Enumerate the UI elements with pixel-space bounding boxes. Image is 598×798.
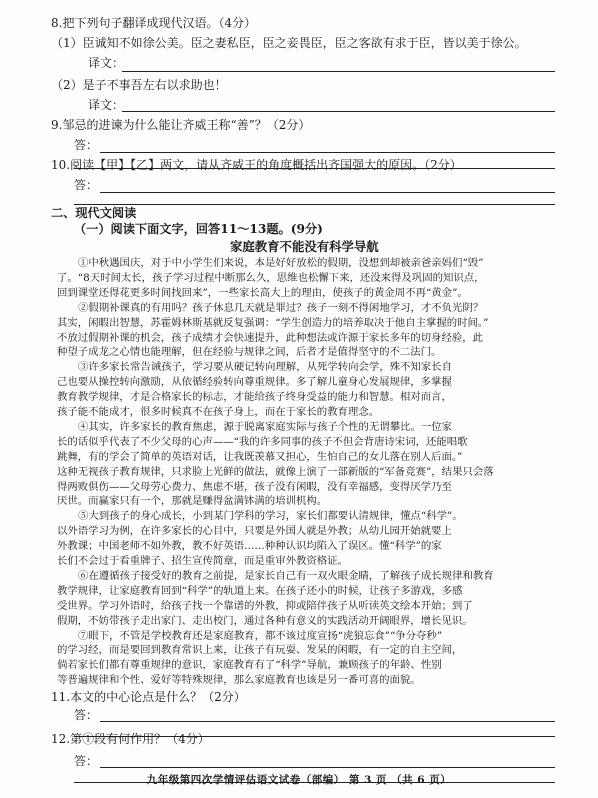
answer-line[interactable] [100, 152, 555, 153]
paragraph-1: ①中秋遇国庆，对于中小学生们来说，本是好好放松的假期，没想到却被亲爸亲妈们“毁” 了。“8天时间太长，孩子学习过程中断那么久，思维也松懈下来，还没来得及巩固的知识点， 回到课堂还得花更多时间找回来”，一些家长高大上的理由，使孩子的黄金周不再“黄金”。 [57, 257, 485, 299]
paragraph-3: ③许多家长常告诫孩子，学习要从硬记转向理解，从死学转向会学，殊不知家长自 己也要从操控转向激励，从依循经验转向尊重规律。多了解儿童身心发展规律，多掌握 教育教学规律，才是合格家长的标志，才能给孩子终身受益的能力和智慧。相对而言， 孩子能不能成才，很多时候真不在孩子身上，而在于家长的教育理念。 [57, 361, 453, 419]
q9-answer-label: 答： [74, 138, 99, 152]
q8-stem: 8.把下列句子翻译成现代汉语。（4分） [51, 16, 257, 30]
q11-answer-label: 答： [74, 708, 99, 723]
q11-stem: 11.本文的中心论点是什么？（2分） [51, 690, 246, 705]
q8-sentence-1: （1）臣诚知不如徐公美。臣之妻私臣，臣之妾畏臣，臣之客欲有求于臣，皆以美于徐公。 [51, 36, 527, 50]
q12-answer-label: 答： [74, 754, 99, 769]
q8-answer-label-1: 译文： [88, 56, 125, 70]
q10-answer-label: 答： [74, 178, 99, 192]
section-heading: 二、现代文阅读 [51, 206, 137, 220]
article-title: 家庭教育不能没有科学导航 [230, 239, 379, 254]
answer-line[interactable] [100, 721, 555, 722]
q9-stem: 9.邹忌的进谏为什么能让齐威王称“善”？（2分） [51, 118, 311, 132]
paragraph-7: ⑦眼下，不管是学校教育还是家庭教育，都不该过度宣扬“虎狼忘食”“争分夺秒” 的学习经，而是要回到教育常识上来，让孩子有玩耍、发呆的闲暇，有一定的自主空间， 倘若家长们都有尊重规律的意识，家庭教育有了“科学”导航，兼顾孩子的年龄、性别 等普遍规律和个性、爱好等特殊规律，那么家庭教育也该是另一番可喜的面貌。 [57, 629, 463, 687]
q8-answer-label-2: 译文： [88, 98, 125, 112]
answer-line[interactable] [122, 71, 555, 72]
q8-sentence-2: （2）是子不事吾左右以求助也！ [51, 78, 227, 92]
paragraph-5: ⑤大到孩子的身心成长，小到某门学科的学习，家长们都要认清规律，懂点“科学”。 以外语学习为例，在许多家长的心目中，只要是外国人就是外教；从幼儿园开始就要上 外教课；中国老师不如外教，教不好英语……种种认识均陷入了误区。懂“科学”的家 长们不会过于看重牌子、招生宣传简章，而是重审外教资格证。 [57, 510, 463, 568]
section-subheading: （一）阅读下面文字，回答11～13题。(9分) [74, 222, 323, 236]
answer-line[interactable] [100, 767, 555, 768]
q12-stem: 12.第①段有何作用？（4分） [51, 732, 210, 747]
paragraph-6: ⑥在遵循孩子接受好的教育之前提，是家长自己有一双火眼金睛，了解孩子成长规律和教育 教学规律，让家庭教育回到“科学”的轨道上来。在孩子还小的时候，让孩子多游戏，多感 受世界。学习外语时，给孩子找一个靠谱的外教，抑或陪伴孩子从听读英文绘本开始；到了 假期，不妨带孩子走出家门、走出校门，通过各种有意义的实践活动开阔眼界，增长见识。 [57, 569, 494, 627]
answer-line[interactable] [74, 204, 555, 205]
paragraph-4: ④其实，许多家长的教育焦虑，源于脱离家庭实际与孩子个性的无谓攀比。一位家 长的话似乎代表了不少父母的心声——“我的许多同事的孩子不但会背唐诗宋词，还能唱歌 跳舞，有的学会了简单的英语对话，让我既羡慕又担心，生怕自己的女儿落在别人后面。” 这种无视孩子教育规律，只求脸上光鲜的做法，就像上演了一部新版的“军备竞赛”，结果只会落 得两败俱伤——父母劳心费力、焦虑不堪，孩子没有闲暇，没有幸福感，变得厌学乃至 厌世。而赢家只有一个，那就是赚得盆满钵满的培训机构。 [57, 420, 494, 508]
q10-stem: 10.阅读【甲】【乙】两文，请从齐威王的角度概括出齐国强大的原因。（2分） [51, 158, 462, 172]
paragraph-2: ②假期补课真的有用吗？孩子休息几天就是罪过？孩子一刻不得闲地学习，才不负光阴？ 其实，闲暇出智慧，苏霍姆林斯基就反复强调：“学生创造力的培养取决于他自主掌握的时间。” 不放过假期补课的机会，孩子成绩才会快速提升，此种想法或许源于家长多年的切身经验，此 种望子成龙之心情也能理解，但在经验与规律之间，后者才是值得坚守的不二法门。 [57, 301, 489, 359]
answer-line[interactable] [122, 111, 555, 112]
page-footer: 九年级第四次学情评估语文试卷（部编） 第 3 页 （共 6 页） [146, 774, 452, 786]
answer-line[interactable] [100, 192, 555, 193]
